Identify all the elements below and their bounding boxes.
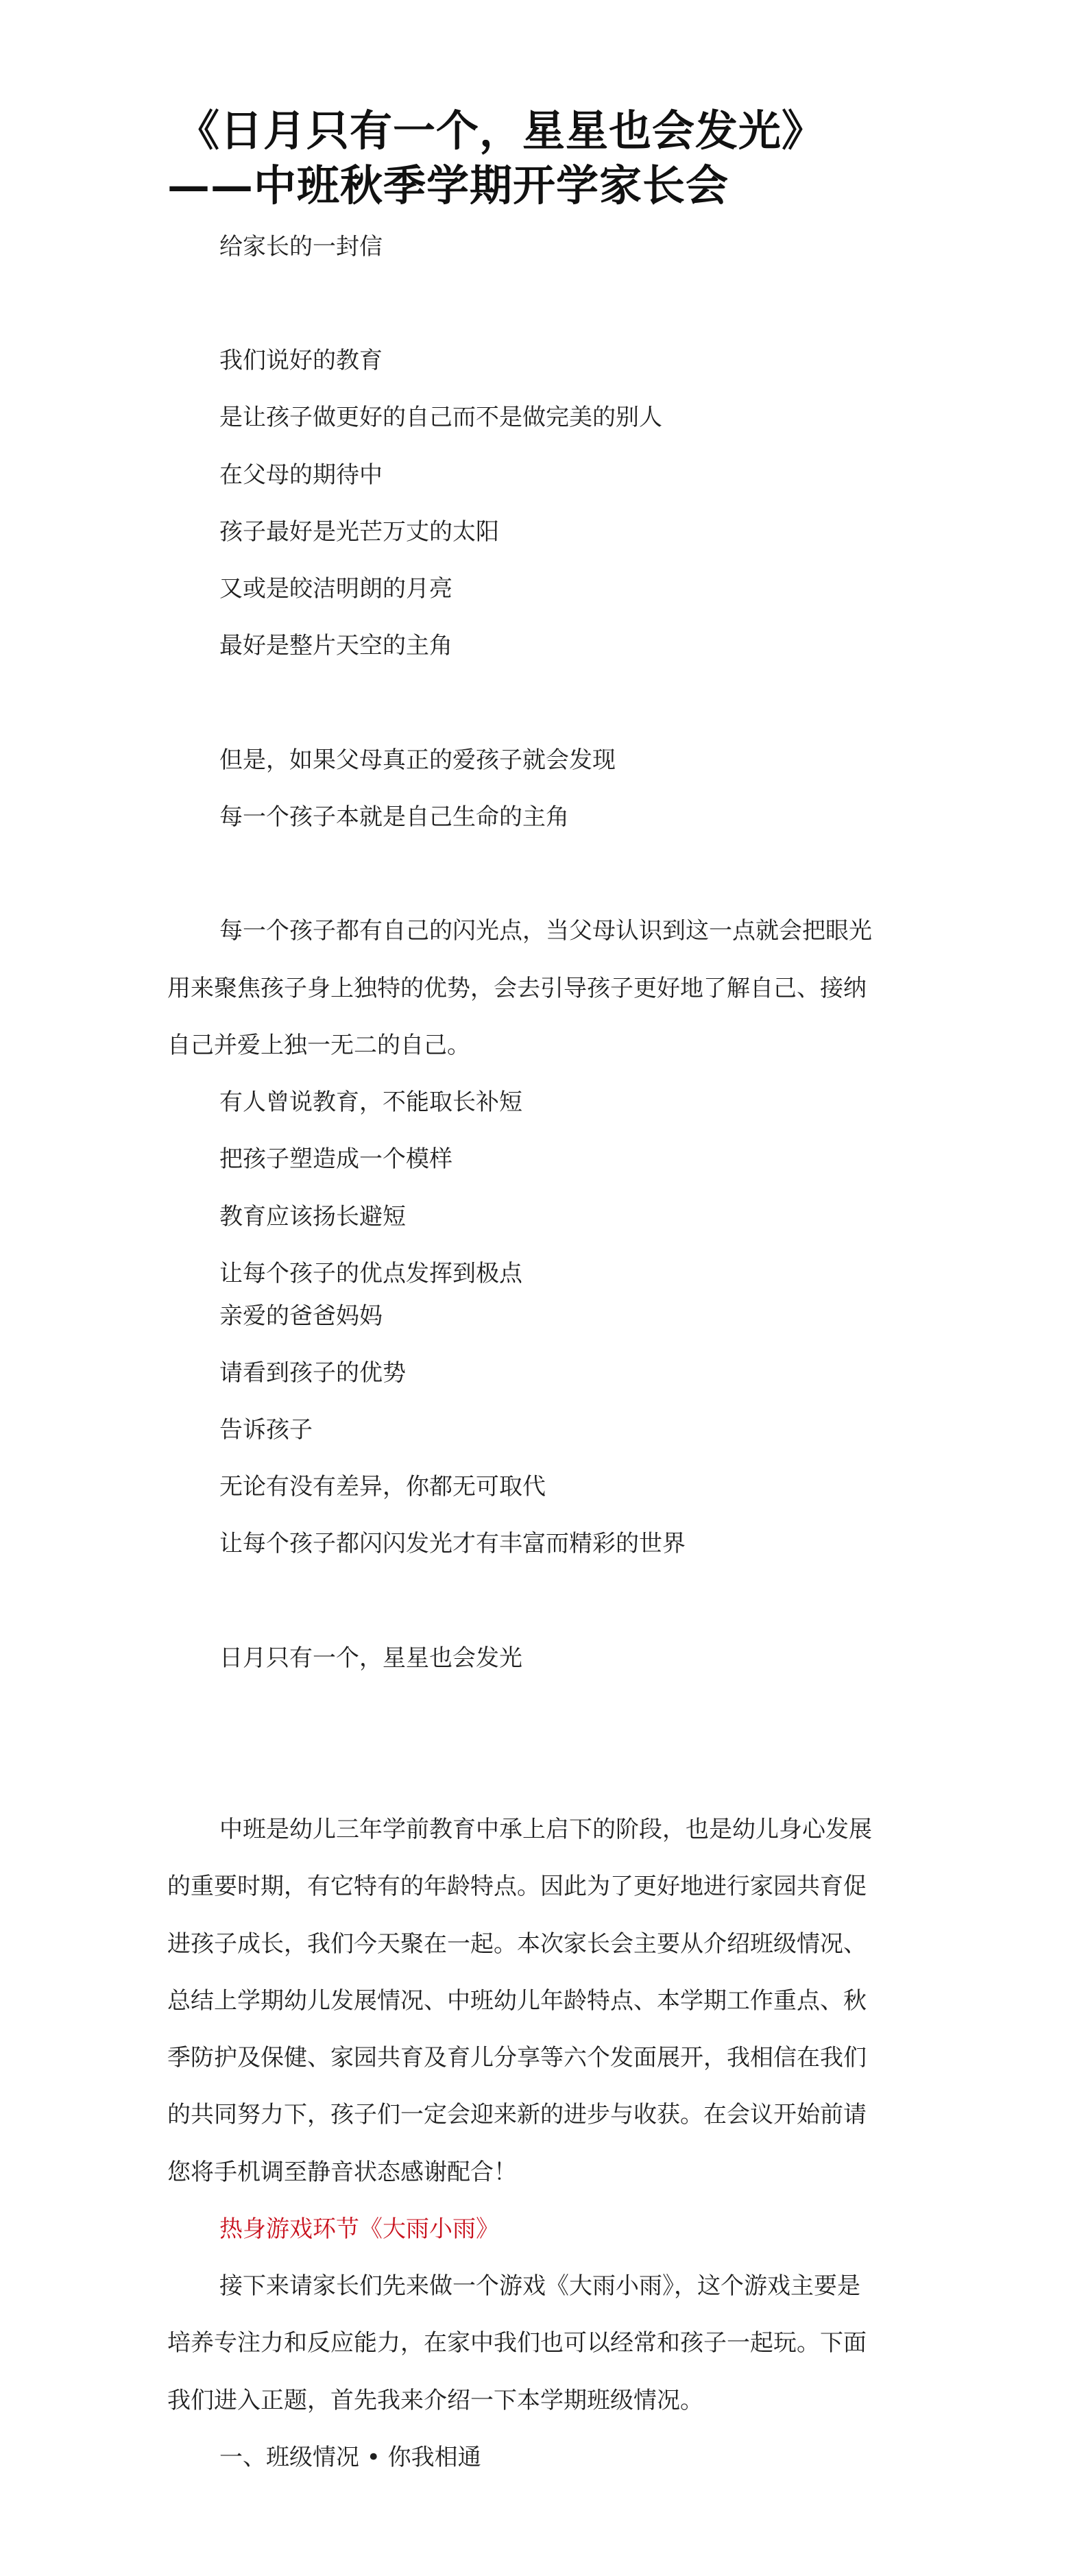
closing-line: 日月只有一个，星星也会发光 [219,1644,522,1672]
poem-line: 让每个孩子的优点发挥到极点 [219,1260,522,1287]
paragraph-line: 自己并爱上独一无二的自己。 [167,1032,470,1059]
paragraph-line: 进孩子成长，我们今天聚在一起。本次家长会主要从介绍班级情况、 [167,1930,867,1958]
paragraph-line: 我们进入正题，首先我来介绍一下本学期班级情况。 [167,2387,703,2414]
poem-line: 又或是皎洁明朗的月亮 [219,575,452,603]
poem-line: 是让孩子做更好的自己而不是做完美的别人 [219,404,662,431]
paragraph-line: 用来聚焦孩子身上独特的优势，会去引导孩子更好地了解自己、接纳 [167,975,867,1002]
poem-line: 亲爱的爸爸妈妈 [219,1302,383,1330]
poem-line: 有人曾说教育，不能取长补短 [219,1089,522,1116]
poem-line: 教育应该扬长避短 [219,1203,406,1230]
poem-line: 在父母的期待中 [219,461,383,489]
poem-line: 告诉孩子 [219,1416,313,1444]
poem-line: 请看到孩子的优势 [219,1359,406,1387]
document-title-line-2: ——中班秋季学期开学家长会 [167,160,729,210]
section-heading-class-info: 一、班级情况 • 你我相通 [219,2444,481,2471]
paragraph-line: 您将手机调至静音状态感谢配合！ [167,2159,517,2186]
paragraph-line: 接下来请家长们先来做一个游戏《大雨小雨》，这个游戏主要是 [219,2272,860,2300]
poem-line: 我们说好的教育 [219,347,383,374]
paragraph-line: 季防护及保健、家园共育及育儿分享等六个发面展开，我相信在我们 [167,2044,867,2071]
paragraph-line: 总结上学期幼儿发展情况、中班幼儿年龄特点、本学期工作重点、秋 [167,1987,867,2015]
paragraph-line: 培养专注力和反应能力，在家中我们也可以经常和孩子一起玩。下面 [167,2329,867,2357]
poem-line: 无论有没有差异，你都无可取代 [219,1473,546,1500]
poem-line: 把孩子塑造成一个模样 [219,1145,452,1173]
paragraph-line: 中班是幼儿三年学前教育中承上启下的阶段，也是幼儿身心发展 [219,1816,872,1843]
poem-line: 让每个孩子都闪闪发光才有丰富而精彩的世界 [219,1530,686,1557]
poem-line: 每一个孩子本就是自己生命的主角 [219,803,569,831]
poem-line: 最好是整片天空的主角 [219,632,452,659]
paragraph-line: 的重要时期，有它特有的年龄特点。因此为了更好地进行家园共育促 [167,1873,867,1900]
poem-line: 但是，如果父母真正的爱孩子就会发现 [219,746,616,774]
poem-line: 孩子最好是光芒万丈的太阳 [219,518,499,546]
document-title-line-1: 《日月只有一个，星星也会发光》 [177,106,825,156]
paragraph-line: 每一个孩子都有自己的闪光点，当父母认识到这一点就会把眼光 [219,917,872,945]
game-section-heading: 热身游戏环节《大雨小雨》 [219,2215,499,2243]
paragraph-line: 的共同努力下，孩子们一定会迎来新的进步与收获。在会议开始前请 [167,2101,867,2128]
letter-heading: 给家长的一封信 [219,233,383,260]
